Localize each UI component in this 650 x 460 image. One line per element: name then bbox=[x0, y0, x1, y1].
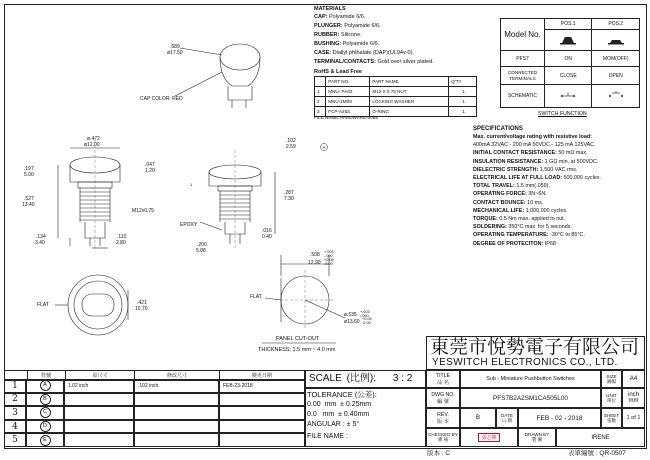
scale-cn: (比例): bbox=[346, 373, 377, 384]
dim-287-label: .287 bbox=[284, 190, 294, 196]
parts-cell: O-RING bbox=[370, 107, 449, 117]
parts-header-partno: PART NO. bbox=[326, 77, 370, 87]
checked-stamp-cell bbox=[460, 428, 518, 447]
dim-047-label: .047 bbox=[145, 162, 155, 168]
dim-340-label: 3.40 bbox=[35, 240, 45, 246]
table-row bbox=[4, 379, 305, 393]
tolerance-2: 0.0 mm ± 0.40mm bbox=[307, 411, 370, 418]
company-name-en: YESWITCH ELECTRONICS CO., LTD. bbox=[432, 357, 618, 368]
unit-value: inch mm bbox=[622, 388, 645, 408]
dwg-label-cell bbox=[426, 388, 460, 408]
drawn-value: IRENE bbox=[556, 428, 645, 447]
dim-016-label: .016 bbox=[262, 228, 272, 234]
pfs7-label: PFS7 bbox=[501, 51, 545, 67]
dim-527-label: .527 bbox=[24, 196, 34, 202]
table-row bbox=[4, 393, 305, 407]
unit-cn: 單位 bbox=[606, 397, 617, 403]
thread-label: M12x0.75 bbox=[132, 208, 154, 214]
dim-1290-label: 12.90 bbox=[308, 260, 321, 266]
angular-tol: ANGULAR : ± 5° bbox=[307, 421, 360, 428]
rev-cell bbox=[219, 433, 305, 447]
dwg-label: DWG NO. bbox=[431, 391, 455, 398]
spec-line: CONTACT BOUNCE: 10 ms. bbox=[473, 199, 544, 206]
parts-header-qty: Q'TY bbox=[449, 77, 477, 87]
rev-label-cell bbox=[426, 408, 460, 428]
checked-stamp: 張志輝 bbox=[478, 433, 499, 442]
rev-cell: FEB-23-2018 bbox=[219, 379, 305, 393]
rev-cell: 1.02 inch bbox=[64, 379, 134, 393]
dim-730-label: 7.30 bbox=[284, 196, 294, 202]
pfs7-pos2: MOM(OFF) bbox=[592, 51, 640, 67]
date-label-cell bbox=[496, 408, 518, 428]
checked-cn: 審 核 bbox=[437, 437, 449, 442]
parts-header-partname: PART NAME bbox=[370, 77, 449, 87]
dim-472-label: ø.472 bbox=[87, 136, 100, 142]
rev-symbol-cell: D bbox=[26, 420, 64, 434]
spec-line: 400mA 32VAC - 200 mA 50VDC - 125 mA 125VAC. bbox=[473, 142, 596, 149]
rev-cell bbox=[134, 406, 219, 420]
rev-header-mod: 修改尺寸 bbox=[135, 371, 219, 381]
leader-cap-color bbox=[175, 72, 222, 96]
footer-form-no: 表單編號 : QR-0507 bbox=[568, 450, 626, 457]
dim-1360-label: ø13.60 bbox=[344, 319, 360, 325]
size-label-cell bbox=[601, 370, 622, 388]
dim-110-label: .110 bbox=[117, 234, 127, 240]
rev-cell bbox=[219, 406, 305, 420]
bottom-outer-circle bbox=[68, 275, 128, 335]
dim-508b-label: .508 bbox=[310, 252, 320, 258]
callout-a-text: A bbox=[322, 144, 326, 150]
rev-cell bbox=[219, 420, 305, 434]
parts-cell: 2 bbox=[315, 97, 326, 107]
company-name-cn: 東莞市悅勢電子有限公司 bbox=[430, 336, 640, 358]
bottom-mid-circle bbox=[74, 281, 122, 329]
dim-1750: ø17.50 bbox=[167, 50, 183, 56]
sheet-value: 1 of 1 bbox=[622, 408, 645, 428]
material-line: CASE: Diallyl phthalate (DAP)(UL94v-0). bbox=[314, 50, 414, 56]
drawn-label-cell bbox=[518, 428, 556, 447]
date-value: FEB - 02 - 2018 bbox=[518, 408, 601, 428]
dim-134-label: .134 bbox=[36, 234, 46, 240]
title-label-cell bbox=[426, 370, 460, 388]
leader-flat2 bbox=[265, 298, 281, 300]
title-label: TITLE bbox=[435, 372, 451, 379]
rev-header-orig: 原尺寸 bbox=[65, 371, 135, 381]
tolerance-cn: (公差): bbox=[354, 390, 377, 399]
dim-535-label: ø.535 bbox=[344, 312, 357, 318]
dim-120-label: 1.20 bbox=[145, 168, 155, 174]
revision-rows bbox=[4, 379, 305, 447]
panel-cutout-label: PANEL CUT-OUT bbox=[276, 336, 320, 342]
spec-line: INITIAL CONTACT RESISTANCE: 50 mΩ max. bbox=[473, 150, 588, 157]
scale-value: 3 : 2 bbox=[392, 373, 413, 384]
parts-cell: M12 X 0.75 NUT bbox=[370, 87, 449, 97]
title-value: Sub - Miniature Pushbutton Switches bbox=[460, 370, 601, 388]
dim-535-tol: +.003 -.000 bbox=[360, 310, 370, 318]
material-line: CAP: Polyamide 6/6. bbox=[314, 14, 366, 20]
footer-version: 版本 : C bbox=[427, 450, 451, 457]
connected-pos1: CLOSE bbox=[545, 67, 592, 85]
unit-label-cell bbox=[601, 388, 622, 408]
pos2-label: POS.2 bbox=[592, 19, 640, 30]
size-value: A4 bbox=[622, 370, 645, 388]
material-line: BUSHING: Polyamide 6/6. bbox=[314, 41, 380, 47]
drawn-cn: 製 圖 bbox=[531, 437, 543, 442]
pfs7-pos1: ON bbox=[545, 51, 592, 67]
rev-header-date: 變更日期 bbox=[219, 371, 304, 381]
checked-label-cell bbox=[426, 428, 460, 447]
table-row bbox=[4, 433, 305, 447]
cap-body bbox=[220, 57, 260, 86]
parts-cell: MNU-1M09 bbox=[326, 97, 370, 107]
thickness-label: THICKNESS: 1.5 mm ~ 4.0 mm bbox=[258, 347, 336, 353]
sheet-cn: 張數 bbox=[606, 417, 617, 423]
cap-color-label: CAP COLOR: RED bbox=[140, 96, 183, 102]
dim-259-label: 2.59 bbox=[286, 144, 296, 150]
size-cn: 圖幅 bbox=[606, 378, 617, 384]
unit-label: UNIT bbox=[606, 392, 617, 398]
model-label: Model No. bbox=[501, 19, 545, 51]
dim-421-label: .421 bbox=[137, 300, 147, 306]
leader-689 bbox=[180, 48, 222, 55]
spec-line: SOLDERING: 350°C max. for 5 seconds. bbox=[473, 224, 572, 231]
spec-line: ELECTRICAL LIFE AT FULL LOAD: 500,000 cycles. bbox=[473, 175, 602, 182]
sheet-label-cell bbox=[601, 408, 622, 428]
dim-1200-label: ø12.00 bbox=[84, 142, 100, 148]
parts-cell: 1 bbox=[449, 107, 477, 117]
dwg-cn: 編 號 bbox=[437, 398, 449, 405]
leader-epoxy bbox=[200, 222, 222, 230]
table-row bbox=[4, 406, 305, 420]
rev-cell bbox=[134, 420, 219, 434]
rev-cell bbox=[64, 406, 134, 420]
dim-1360-tol: +0.08 -0.00 bbox=[362, 317, 372, 325]
schematic-label: SCHEMATIC bbox=[501, 85, 545, 108]
spec-line: OPERATING FORCE: 3N~6N. bbox=[473, 191, 547, 198]
rev-cell: 2 bbox=[4, 393, 26, 407]
material-line: RUBBER: Silicone. bbox=[314, 32, 362, 38]
leader-535 bbox=[305, 300, 345, 318]
rev-cn: 版 本 bbox=[437, 418, 449, 425]
rev-header-symbol: 符號 bbox=[27, 371, 65, 381]
flat-label-1: FLAT bbox=[37, 302, 49, 308]
parts-file-name: FILE NAME:HARDWARE-0085 bbox=[314, 115, 378, 120]
rev-symbol-cell: C bbox=[26, 406, 64, 420]
connected-label: CONNECTED TERMINALS bbox=[501, 67, 545, 85]
rev-label: REV. bbox=[437, 411, 449, 418]
rev-cell: 3 bbox=[4, 406, 26, 420]
parts-cell: LOCKING WASHER bbox=[370, 97, 449, 107]
date-label: DATE bbox=[501, 412, 513, 418]
spec-line: TOTAL TRAVEL: 1.5 mm(.059). bbox=[473, 183, 550, 190]
spec-line: OPERATING TEMPERATURE: -30°C to 85°C. bbox=[473, 232, 585, 239]
spec-line: MECHANICAL LIFE: 1,000,000 cycles. bbox=[473, 207, 568, 214]
flat-label-2: FLAT bbox=[250, 294, 262, 300]
tolerance-1: 0.00 mm ± 0.25mm bbox=[307, 401, 372, 408]
tolerance-label: TOLERANCE (公差): bbox=[307, 390, 377, 399]
pos1-label: POS.1 bbox=[545, 19, 592, 30]
spec-line: INSULATION RESISTANCE: 1 GΩ min. at 500VDC. bbox=[473, 158, 599, 165]
rev-cell: 1 bbox=[4, 379, 26, 393]
spec-line: DIELECTRIC STRENGTH: 1,500 VAC rms. bbox=[473, 166, 578, 173]
dim-102-label: .102 bbox=[286, 138, 296, 144]
dim-500-label: 5.00 bbox=[24, 172, 34, 178]
dim-508b-tol: +.003 -.000 bbox=[324, 250, 334, 258]
scale-label: SCALE (比例): 3 : 2 bbox=[309, 373, 413, 384]
file-name-label: FILE NAME : bbox=[307, 433, 348, 440]
connected-pos2: OPEN bbox=[592, 67, 640, 85]
switch-function-caption: SWITCH FUNCTION bbox=[538, 111, 587, 117]
spec-line: Max. current/voltage rating with resistive load: bbox=[473, 134, 592, 140]
rev-cell: .102 inch bbox=[134, 379, 219, 393]
parts-cell: MNU- PA03 bbox=[326, 87, 370, 97]
rev-symbol-cell: B bbox=[26, 393, 64, 407]
rev-cell bbox=[64, 420, 134, 434]
rev-cell: 5 bbox=[4, 433, 26, 447]
materials-title: MATERIALS bbox=[314, 6, 346, 12]
parts-cell: 1 bbox=[449, 87, 477, 97]
title-cn: 品 名 bbox=[437, 379, 449, 386]
spec-line: DEGREE OF PROTECITON: IP68 bbox=[473, 240, 556, 247]
table-row bbox=[4, 420, 305, 434]
dim-040-label: 0.40 bbox=[262, 234, 272, 240]
dim-200-label: .200 bbox=[197, 242, 207, 248]
rev-cell: 4 bbox=[4, 420, 26, 434]
dim-280-label: 2.80 bbox=[116, 240, 126, 246]
epoxy-label: EPOXY bbox=[180, 222, 198, 228]
rev-symbol-cell: A bbox=[26, 379, 64, 393]
rev-cell bbox=[64, 433, 134, 447]
rohs-label: RoHS & Lead Free bbox=[314, 69, 362, 75]
drawn-label: DRAWN BY bbox=[524, 432, 550, 437]
cap-bushing bbox=[228, 86, 252, 100]
rev-cell bbox=[134, 433, 219, 447]
dwg-value: PFS7B2A2SM1CA505L00 bbox=[460, 388, 601, 408]
parts-cell: 1 bbox=[315, 87, 326, 97]
dim-197-label: .197 bbox=[24, 166, 34, 172]
bottom-inner-rect bbox=[82, 294, 114, 316]
dim-1070-label: 10.70 bbox=[135, 306, 148, 312]
dim-508-label: 5.08 bbox=[196, 248, 206, 254]
dim-1340-label: 13.40 bbox=[22, 202, 35, 208]
dim-1290-tol: +0.08 -0.00 bbox=[324, 258, 334, 266]
date-cn: 日 期 bbox=[501, 417, 513, 423]
checked-label: CHECKED BY bbox=[428, 432, 458, 437]
sheet-label: SHEET bbox=[603, 412, 620, 418]
parts-cell: FCP-A253 bbox=[326, 107, 370, 117]
rev-value: B bbox=[460, 408, 496, 428]
rev-symbol-cell: E bbox=[26, 433, 64, 447]
dim-689: .689 bbox=[170, 44, 180, 50]
callout-1: 1 bbox=[190, 182, 193, 187]
spec-line: TORQUE: 0.5 Nm max. applied to nut. bbox=[473, 216, 566, 223]
material-line: PLUNGER: Polyamide 6/6. bbox=[314, 23, 381, 29]
rev-cell bbox=[219, 393, 305, 407]
size-label: SIZE bbox=[606, 373, 617, 379]
specs-title: SPECIFICATIONS bbox=[473, 126, 523, 132]
rev-cell bbox=[64, 393, 134, 407]
rev-cell bbox=[134, 393, 219, 407]
parts-cell: 1 bbox=[449, 97, 477, 107]
cap-top-ellipse bbox=[220, 44, 260, 70]
parts-cell: 3 bbox=[315, 107, 326, 117]
material-line: TERMINAL/CONTACTS: Gold over silver plated. bbox=[314, 59, 434, 65]
